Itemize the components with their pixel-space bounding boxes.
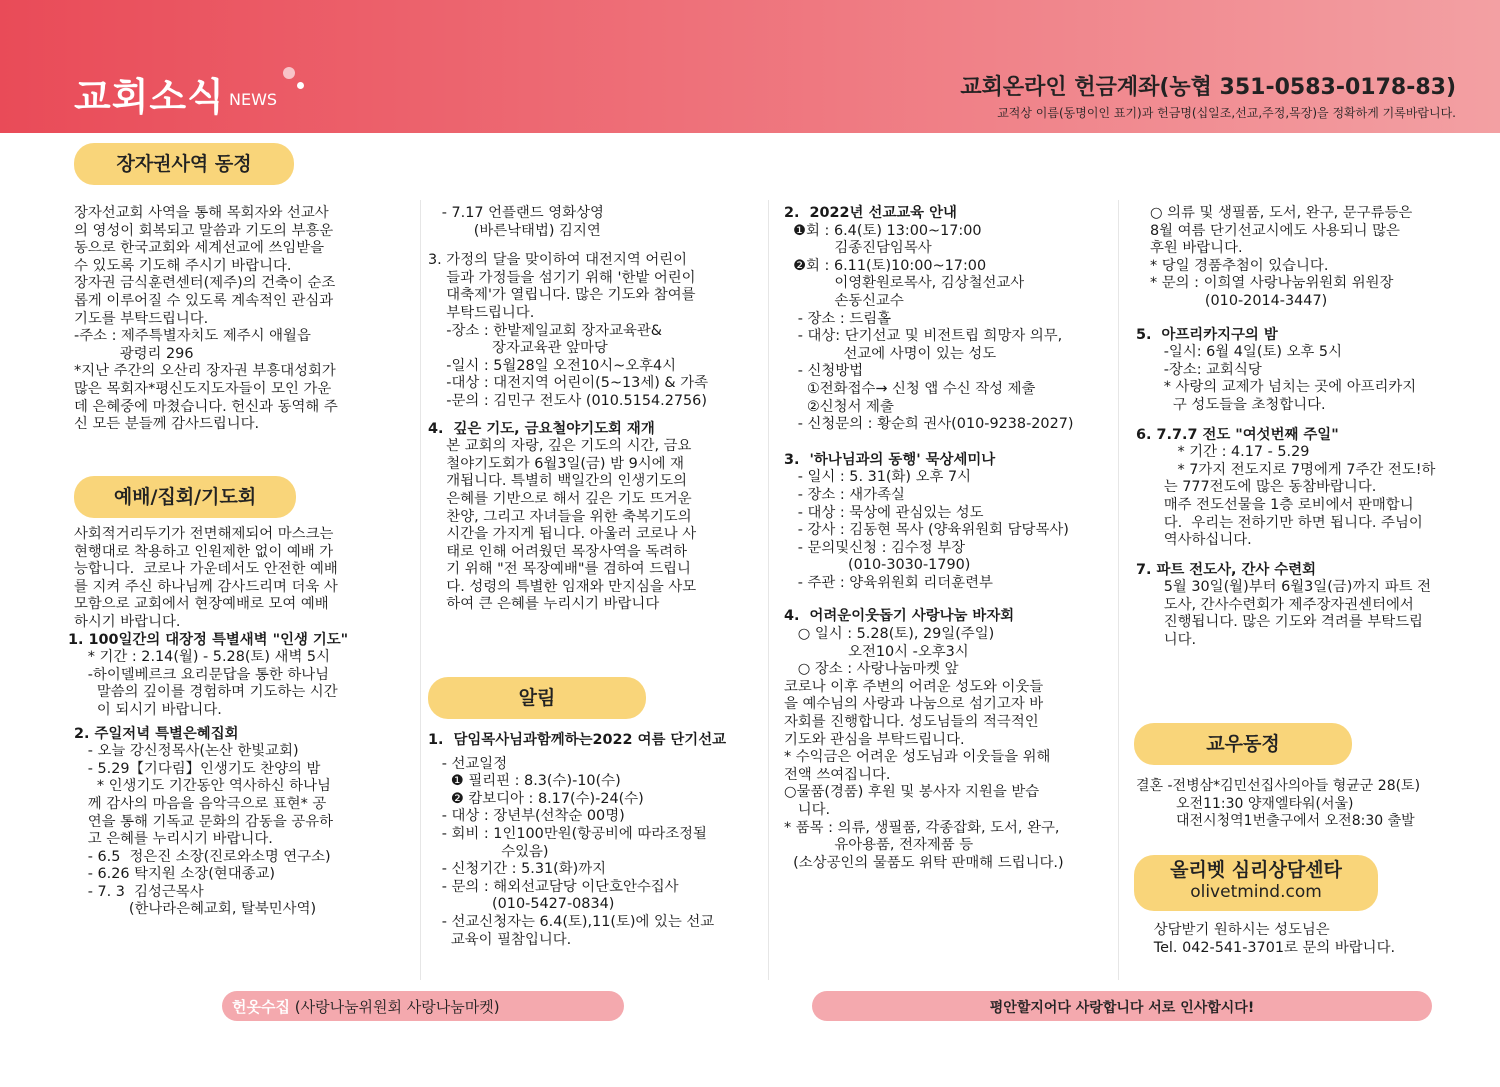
text-line: 데 은혜중에 마쳤습니다. 헌신과 동역해 주 — [74, 398, 338, 415]
text-line: * 기간 : 2.14(월) - 5.28(토) 새벽 5시 — [74, 649, 330, 666]
text-line: 태로 인해 어려웠던 목장사역을 독려하 — [428, 543, 688, 560]
col3 — [784, 205, 1074, 872]
news-label: NEWS — [229, 90, 278, 109]
text-line: (바른낙태법) 김지연 — [428, 222, 601, 239]
text-line: - 5.29【기다림】인생기도 찬양의 밤 — [74, 760, 321, 777]
text-line: - 대상 : 묵상에 관심있는 성도 — [784, 504, 984, 521]
item-title: 1. 담임목사님과함께하는2022 여름 단기선교 — [428, 732, 726, 748]
text-line: -장소 : 한밭제일교회 장자교육관& — [428, 322, 663, 339]
text-line: 매주 전도선물을 1층 로비에서 판매합니 — [1150, 496, 1414, 513]
text-line: 의 영성이 회복되고 말씀과 기도의 부흥운 — [74, 222, 334, 239]
text-line: 손동신교수 — [784, 292, 904, 309]
text-line: - 대상: 단기선교 및 비전트립 희망자 의무, — [784, 328, 1063, 345]
text-line: 동으로 한국교회와 세계선교에 쓰임받을 — [74, 240, 325, 257]
item-title: 3. '하나님과의 동행' 묵상세미나 — [784, 451, 996, 468]
text-line: 개됩니다. 특별히 백일간의 인생기도의 — [428, 473, 688, 490]
page-title: 교회소식 — [74, 75, 225, 119]
item-title: 2. 2022년 선교교육 안내 — [784, 205, 957, 221]
members-section — [1136, 778, 1420, 831]
text-line: 선교에 사명이 있는 성도 — [784, 345, 997, 362]
text-line: 부탁드립니다. — [428, 304, 535, 321]
text-line: -대상 : 대전지역 어린이(5~13세) & 가족 — [428, 375, 709, 392]
text-line: - 신청문의 : 황순희 권사(010-9238-2027) — [784, 416, 1074, 433]
text-line: (한나라은혜교회, 탈북민사역) — [74, 901, 317, 918]
text-line: - 7.17 언플랜드 영화상영 — [428, 205, 604, 221]
text-line: 후원 바랍니다. — [1150, 240, 1243, 257]
footer-greeting: 평안할지어다 사랑합니다 서로 인사합시다! — [989, 1000, 1255, 1016]
header-banner — [0, 0, 1500, 133]
text-line: ○ 장소 : 사랑나눔마켓 앞 — [784, 661, 959, 678]
text-line: - 문의 : 해외선교담당 이단호안수집사 — [428, 878, 679, 895]
text-line: * 인생기도 기간동안 역사하신 하나님 — [74, 778, 331, 795]
text-line: - 일시 : 5. 31(화) 오후 7시 — [784, 469, 972, 486]
text-line: 께 감사의 마음을 음악극으로 표현* 공 — [74, 795, 327, 812]
text-line: -장소: 교회식당 — [1150, 361, 1262, 378]
text-line: * 기간 : 4.17 - 5.29 — [1150, 444, 1310, 461]
olivet-section — [1140, 922, 1395, 957]
text-line: - 신청방법 — [784, 363, 864, 380]
text-line: ❶ 필리핀 : 8.3(수)-10(수) — [428, 773, 621, 790]
text-line: 대축제'가 열립니다. 많은 기도와 참여를 — [428, 287, 696, 304]
text-line: Tel. 042-541-3701로 문의 바랍니다. — [1140, 939, 1396, 956]
text-line: 하시기 바랍니다. — [74, 613, 181, 630]
notice-section — [428, 732, 726, 949]
item-title: 4. 깊은 기도, 금요철야기도회 재개 — [428, 420, 655, 437]
text-line: 이 되시기 바랍니다. — [74, 701, 222, 718]
text-line: 장자선교회 사역을 통해 목회자와 선교사 — [74, 205, 329, 221]
text-line: 하여 큰 은혜를 누리시기 바랍니다 — [428, 596, 660, 613]
section-pill-notice: 알림 — [428, 677, 646, 719]
footer-left — [232, 996, 500, 1017]
jangja-section — [74, 205, 338, 434]
text-line: 고 은혜를 누리시기 바랍니다. — [74, 831, 273, 848]
text-line: ①전화접수→ 신청 앱 수신 작성 제출 — [784, 380, 1036, 397]
text-line: 연을 통해 기독교 문화의 감동을 공유하 — [74, 813, 334, 830]
item-title: 1. 100일간의 대장정 특별새벽 "인생 기도" — [68, 631, 349, 648]
text-line: 많은 목회자*평신도지도자들이 모인 가운 — [74, 380, 332, 397]
text-line: 기 위해 "전 목장예배"를 겸하여 드립니 — [428, 561, 691, 578]
text-line: - 강사 : 김동현 목사 (양육위원회 담당목사) — [784, 522, 1069, 539]
text-line: 오전10시 -오후3시 — [784, 643, 969, 660]
text-line: -일시 : 5월28일 오전10시~오후4시 — [428, 357, 677, 374]
text-line: 다. 우리는 전하기만 하면 됩니다. 주님이 — [1150, 514, 1423, 531]
text-line: 본 교회의 자랑, 깊은 기도의 시간, 금요 — [428, 438, 692, 455]
text-line: (010-5427-0834) — [428, 896, 615, 913]
text-line: ○ 의류 및 생필품, 도서, 완구, 문구류등은 — [1150, 205, 1413, 221]
text-line: - 오늘 강신정목사(논산 한빛교회) — [74, 743, 299, 760]
column-divider — [420, 200, 421, 980]
text-line: -문의 : 김민구 전도사 (010.5154.2756) — [428, 392, 707, 409]
text-line: 신 모든 분들께 감사드립니다. — [74, 416, 260, 433]
text-line: 자회를 진행합니다. 성도님들의 적극적인 — [784, 714, 1039, 731]
text-line: ❷ 캄보디아 : 8.17(수)-24(수) — [428, 790, 644, 807]
olivet-pill — [1134, 855, 1378, 911]
text-line: 롭게 이루어질 수 있도록 계속적인 관심과 — [74, 292, 334, 309]
text-line: 3. 가정의 달을 맞이하여 대전지역 어린이 — [428, 252, 688, 269]
text-line: 는 777전도에 많은 동참바랍니다. — [1150, 479, 1377, 496]
text-line: ○ 일시 : 5.28(토), 29일(주일) — [784, 626, 995, 643]
text-line: 를 지켜 주신 하나님께 감사드리며 더욱 사 — [74, 578, 338, 595]
text-line: 들과 가정들을 섬기기 위해 '한밭 어린이 — [428, 269, 696, 286]
text-line: 수 있도록 기도해 주시기 바랍니다. — [74, 257, 292, 274]
text-line: 구 성도들을 초청합니다. — [1150, 396, 1326, 413]
olivet-url: olivetmind.com — [1190, 882, 1322, 902]
text-line: - 장소 : 새가족실 — [784, 486, 905, 503]
text-line: -일시: 6월 4일(토) 오후 5시 — [1150, 344, 1342, 361]
olivet-title: 올리벳 심리상담센타 — [1170, 859, 1342, 881]
text-line: 장자권 금식훈련센터(제주)의 건축이 순조 — [74, 275, 336, 292]
footer-left-text: (사랑나눔위원회 사랑나눔마켓) — [294, 998, 500, 1016]
text-line: ○물품(경품) 후원 및 봉사자 지원을 받습 — [784, 784, 1040, 801]
text-line: * 당일 경품추첨이 있습니다. — [1150, 257, 1329, 274]
text-line: 8월 여름 단기선교시에도 사용되니 많은 — [1150, 222, 1400, 239]
footer-highlight: 헌옷수집 — [232, 998, 290, 1016]
item-title: 5. 아프리카지구의 밤 — [1136, 326, 1278, 343]
text-line: 수있음) — [428, 843, 549, 860]
text-line: * 문의 : 이희열 사랑나눔위원회 위원장 — [1150, 275, 1394, 292]
text-line: ❷회 : 6.11(토)10:00~17:00 — [784, 257, 987, 274]
text-line: 을 예수님의 사랑과 나눔으로 섬기고자 바 — [784, 696, 1044, 713]
text-line: 코로나 이후 주변의 어려운 성도와 이웃들 — [784, 678, 1044, 695]
column-divider — [768, 200, 769, 980]
text-line: * 7가지 전도지로 7명에게 7주간 전도!하 — [1150, 461, 1436, 478]
text-line: - 장소 : 드림홀 — [784, 310, 891, 327]
text-line: (010-3030-1790) — [784, 557, 971, 574]
offering-note: 교적상 이름(동명이인 표기)과 헌금명(십일조,선교,주정,목장)을 정확하게 기록바랍니다. — [997, 106, 1456, 120]
text-line: 이영환원로목사, 김상철선교사 — [784, 275, 1025, 292]
text-line: 현행대로 착용하고 인원제한 없이 예배 가 — [74, 543, 334, 560]
text-line: - 선교신청자는 6.4(토),11(토)에 있는 선교 — [428, 913, 715, 930]
text-line: 찬양, 그리고 자녀들을 위한 축복기도의 — [428, 508, 692, 525]
section-pill-members: 교우동정 — [1134, 723, 1352, 765]
text-line: 니다. — [1150, 632, 1197, 649]
text-line: 상담받기 원하시는 성도님은 — [1140, 922, 1330, 938]
decor-dot-icon — [297, 82, 304, 89]
section-pill-jangja: 장자권사역 동정 — [74, 143, 294, 185]
item-title: 2. 주일저녁 특별은혜집회 — [74, 725, 239, 742]
text-line: - 회비 : 1인100만원(항공비에 따라조정될 — [428, 825, 707, 842]
text-line: 교육이 필참입니다. — [428, 931, 572, 948]
item-title: 6. 7.7.7 전도 "여섯번째 주일" — [1136, 426, 1339, 443]
text-line: 말씀의 깊이를 경험하며 기도하는 시간 — [74, 684, 338, 701]
text-line: - 신청기간 : 5.31(화)까지 — [428, 861, 607, 878]
item-title: 4. 어려운이웃돕기 사랑나눔 바자회 — [784, 608, 1015, 625]
text-line: 은혜를 기반으로 해서 깊은 기도 뜨거운 — [428, 490, 692, 507]
text-line: ❶회 : 6.4(토) 13:00~17:00 — [784, 222, 982, 239]
text-line: - 문의및신청 : 김수정 부장 — [784, 539, 966, 556]
text-line: -주소 : 제주특별자치도 제주시 애월읍 — [74, 328, 311, 345]
text-line: * 수익금은 어려운 성도님과 이웃들을 위해 — [784, 749, 1051, 766]
text-line: - 7. 3 김성근목사 — [74, 883, 204, 900]
text-line: 니다. — [784, 802, 831, 818]
text-line: * 사랑의 교제가 넘치는 곳에 아프리카지 — [1150, 379, 1417, 396]
item-title: 7. 파트 전도사, 간사 수련회 — [1136, 561, 1317, 578]
text-line: 철야기도회가 6월3일(금) 밤 9시에 재 — [428, 455, 685, 472]
text-line: 모함으로 교회에서 현장예배로 모여 예배 — [74, 596, 329, 613]
col4 — [1136, 205, 1436, 650]
text-line: 기도와 관심을 부탁드립니다. — [784, 731, 965, 748]
text-line: - 6.5 정은진 소장(진로와소명 연구소) — [74, 848, 331, 865]
text-line: 능합니다. 코로나 가운데서도 안전한 예배 — [74, 561, 338, 578]
text-line: 전액 쓰여집니다. — [784, 766, 891, 783]
text-line: 5월 30일(월)부터 6월3일(금)까지 파트 전 — [1150, 579, 1431, 596]
text-line: 다. 성령의 특별한 임재와 만지심을 사모 — [428, 578, 697, 595]
text-line: 대전시청역1번출구에서 오전8:30 출발 — [1136, 813, 1415, 830]
column-divider — [1118, 200, 1119, 980]
text-line: -하이델베르크 요리문답을 통한 하나님 — [74, 666, 330, 683]
decor-dot-icon — [283, 67, 295, 79]
text-line: 역사하십니다. — [1150, 532, 1252, 549]
section-pill-worship: 예배/집회/기도회 — [74, 476, 296, 518]
text-line: 시간을 가지게 됩니다. 아울러 코로나 사 — [428, 526, 697, 543]
text-line: (010-2014-3447) — [1150, 292, 1328, 309]
text-line: 기도를 부탁드립니다. — [74, 310, 209, 327]
text-line: 결혼 -전병삼*김민선집사의아들 형균군 28(토) — [1136, 778, 1421, 794]
worship-section — [68, 526, 349, 919]
text-line: 사회적거리두기가 전면해제되어 마스크는 — [74, 526, 334, 542]
text-line: * 품목 : 의류, 생필품, 각종잡화, 도서, 완구, — [784, 819, 1060, 836]
text-line: - 주관 : 양육위원회 리더훈련부 — [784, 574, 993, 591]
text-line: 오전11:30 양재엘타워(서울) — [1136, 795, 1354, 812]
col2-top — [428, 205, 708, 614]
text-line: (소상공인의 물품도 위탁 판매해 드립니다.) — [784, 854, 1064, 871]
text-line: ②신청서 제출 — [784, 398, 894, 415]
offering-account: 교회온라인 헌금계좌(농협 351-0583-0178-83) — [960, 75, 1456, 100]
text-line: 장자교육관 앞마당 — [428, 340, 608, 357]
text-line: - 대상 : 장년부(선착순 00명) — [428, 808, 625, 825]
text-line: - 6.26 탁지원 소장(현대종교) — [74, 866, 276, 883]
text-line: 김종진담임목사 — [784, 240, 932, 257]
text-line: *지난 주간의 오산리 장자권 부흥대성회가 — [74, 363, 336, 380]
text-line: 유아용품, 전자제품 등 — [784, 837, 974, 854]
text-line: 도사, 간사수련회가 제주장자권센터에서 — [1150, 596, 1414, 613]
text-line: - 선교일정 — [428, 755, 508, 772]
text-line: 진행됩니다. 많은 기도와 격려를 부탁드립 — [1150, 614, 1423, 631]
text-line: 광령리 296 — [74, 345, 194, 362]
